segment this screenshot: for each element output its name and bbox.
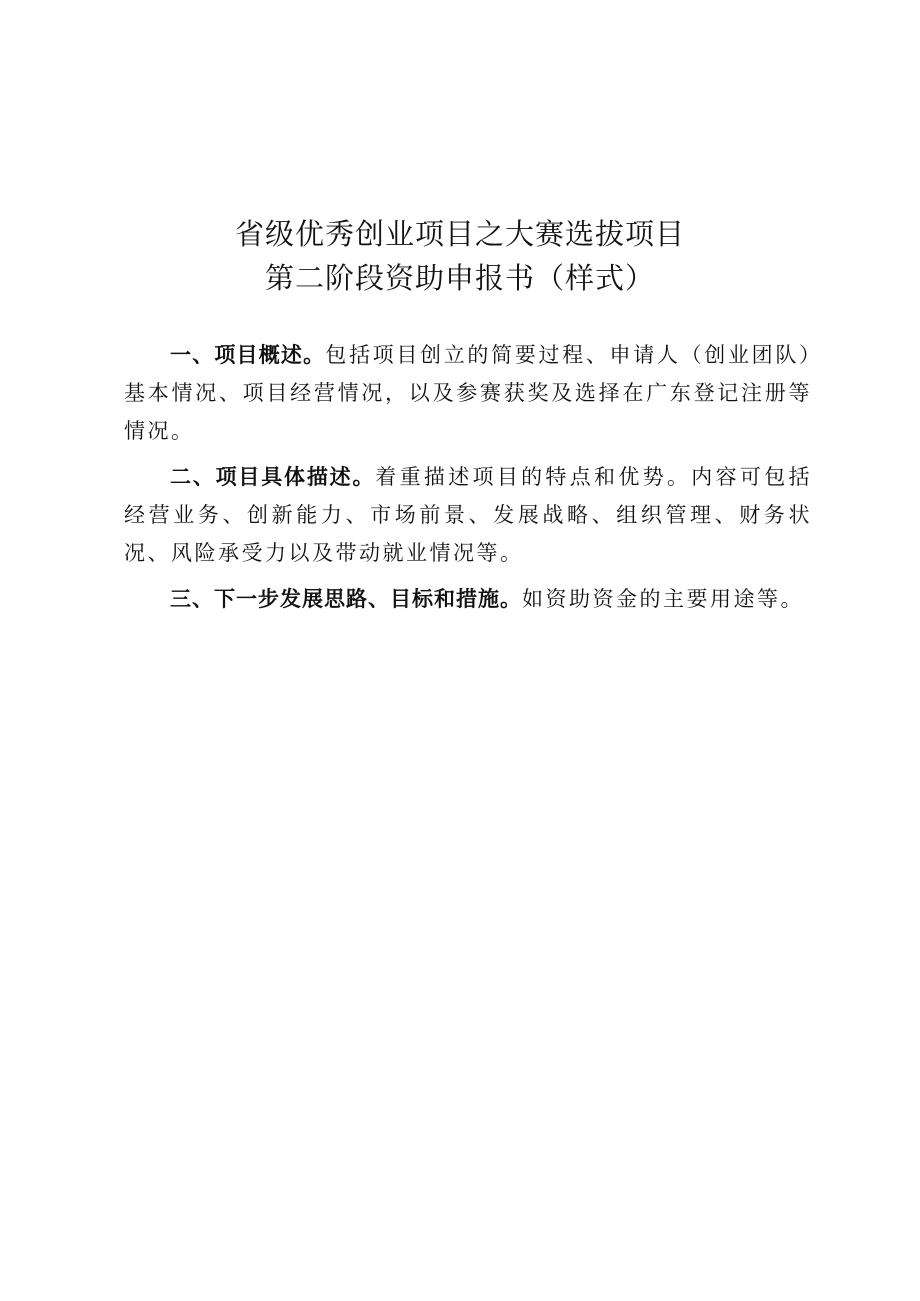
title-line-1: 省级优秀创业项目之大赛选拔项目 [234, 217, 685, 251]
section-next-steps [124, 580, 812, 618]
section-heading: 二、项目具体描述。 [170, 465, 376, 489]
section-heading: 三、下一步发展思路、目标和措施。 [170, 587, 522, 611]
section-text: 着重描述项目的特点和优势。内容可包括经营业务、创新能力、市场前景、发展战略、组织管理、财务状况、风险承受力以及带动就业情况等。 [124, 465, 813, 565]
section-text: 包括项目创立的简要过程、申请人（创业团队）基本情况、项目经营情况，以及参赛获奖及选择在广东登记注册等情况。 [124, 343, 812, 443]
title-line-2: 第二阶段资助申报书（样式） [264, 261, 655, 295]
section-overview [124, 336, 812, 450]
section-description [124, 458, 812, 572]
section-heading: 一、项目概述。 [170, 343, 326, 367]
document-body [124, 336, 812, 626]
section-text: 如资助资金的主要用途等。 [522, 587, 804, 611]
document-title [0, 212, 920, 300]
